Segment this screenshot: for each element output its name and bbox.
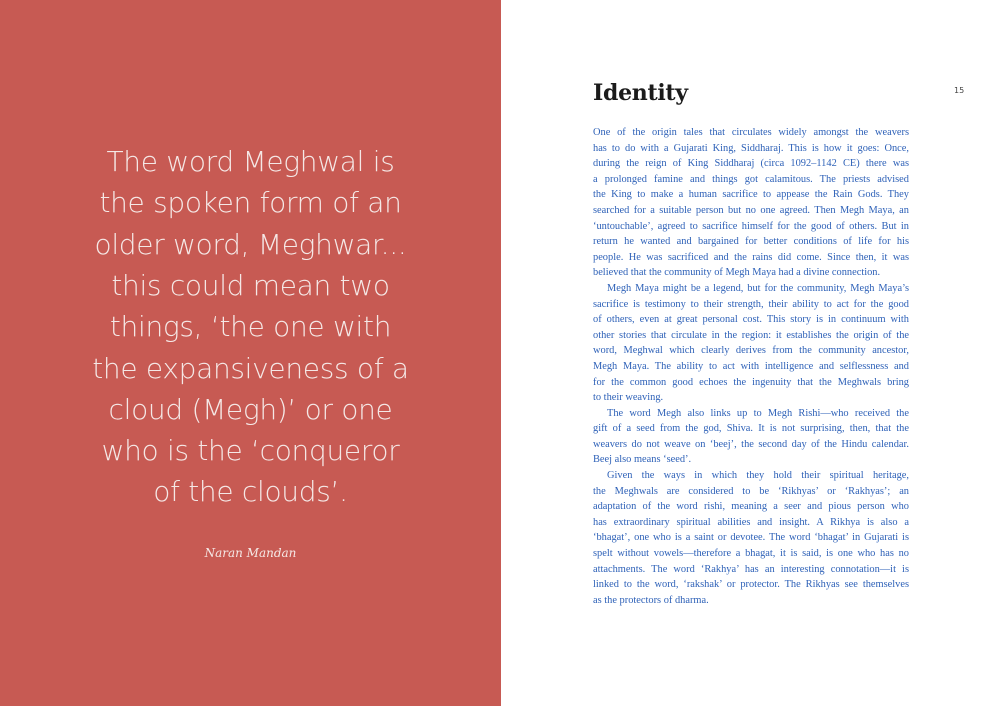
body-paragraph <box>593 406 909 468</box>
body-line: people. He was sacrificed and the rains did come. Since then, it was <box>593 251 909 263</box>
body-line: has to do with a Gujarati King, Siddharaj. This is how it goes: Once, <box>593 142 909 154</box>
body-line: ‘bhagat’, one who is a saint or devotee. The word ‘bhagat’ in Gujarati is <box>593 532 909 544</box>
body-line: ‘untouchable’, agreed to sacrifice himself for the good of others. But in <box>593 220 909 232</box>
body-line: of others, even at great personal cost. This story is in continuum with <box>593 314 909 326</box>
body-line: Given the ways in which they hold their spiritual heritage, <box>607 470 909 482</box>
quote-line: things, ‘the one with <box>109 310 392 344</box>
body-line: gift of a seed from the god, Shiva. It is not surprising, then, that the <box>593 423 909 435</box>
body-line: searched for a suitable person but no one agreed. Then Megh Maya, an <box>593 204 909 216</box>
body-line: Megh Maya might be a legend, but for the community, Megh Maya’s <box>607 282 909 294</box>
quote-line: who is the ‘conqueror <box>101 434 400 468</box>
body-line: as the protectors of dharma. <box>593 594 709 606</box>
body-paragraph <box>593 125 909 281</box>
body-paragraph <box>593 281 909 406</box>
body-text <box>593 125 909 608</box>
quote-line: of the clouds’. <box>153 475 348 509</box>
page-title: Identity <box>593 80 688 106</box>
body-line: The word Megh also links up to Megh Rishi—who received the <box>607 407 909 419</box>
body-paragraph <box>593 468 909 608</box>
body-line: for the common good echoes the ingenuity that the Meghwals bring <box>593 376 909 388</box>
body-line: other stories that circulate in the region: it establishes the origin of the <box>593 329 909 341</box>
page-number: 15 <box>954 86 965 95</box>
body-line: a prolonged famine and things got calamitous. The priests advised <box>593 173 909 185</box>
quote-line: The word Meghwal is <box>106 145 395 178</box>
quote-attribution: Naran Mandan <box>204 546 297 560</box>
body-line: the Meghwals are considered to be ‘Rikhyas’ or ‘Rakhyas’; an <box>593 485 909 497</box>
body-line: sacrifice is testimony to their strength, their ability to act for the good <box>593 298 909 310</box>
quote-line: this could mean two <box>111 268 390 302</box>
body-line: attachments. The word ‘Rakhya’ has an interesting connotation—it is <box>593 563 909 575</box>
body-line: to their weaving. <box>593 392 664 404</box>
body-line: believed that the community of Megh Maya had a divine connection. <box>593 267 881 279</box>
body-line: weavers do not weave on ‘beej’, the second day of the Hindu calendar. <box>593 438 909 450</box>
body-line: One of the origin tales that circulates widely amongst the weavers <box>593 127 909 138</box>
body-line: Beej also means ‘seed’. <box>593 454 692 466</box>
quote-line: the spoken form of an <box>99 186 402 220</box>
quote-line: the expansiveness of a <box>92 351 409 385</box>
quote-line: cloud (Megh)’ or one <box>108 392 393 426</box>
body-line: linked to the word, ‘rakshak’ or protector. The Rikhyas see themselves <box>593 579 909 591</box>
quote-line: older word, Meghwar... <box>94 227 407 261</box>
body-line: word, Meghwal which clearly derives from the community ancestor, <box>593 345 909 357</box>
body-line: spelt without vowels—therefore a bhagat, it is said, is one who has no <box>593 548 909 560</box>
body-line: return he wanted and bargained for better conditions of life for his <box>593 236 909 248</box>
body-line: Megh Maya. The ability to act with intelligence and selflessness and <box>593 360 909 372</box>
body-line: adaptation of the word rishi, meaning a seer and pious person who <box>593 501 909 513</box>
body-line: during the reign of King Siddharaj (circa 1092–1142 CE) there was <box>593 158 909 170</box>
text-page <box>501 0 1000 706</box>
body-line: has extraordinary spiritual abilities and insight. A Rikhya is also a <box>593 516 909 528</box>
body-line: the King to make a human sacrifice to appease the Rain Gods. They <box>593 189 909 201</box>
